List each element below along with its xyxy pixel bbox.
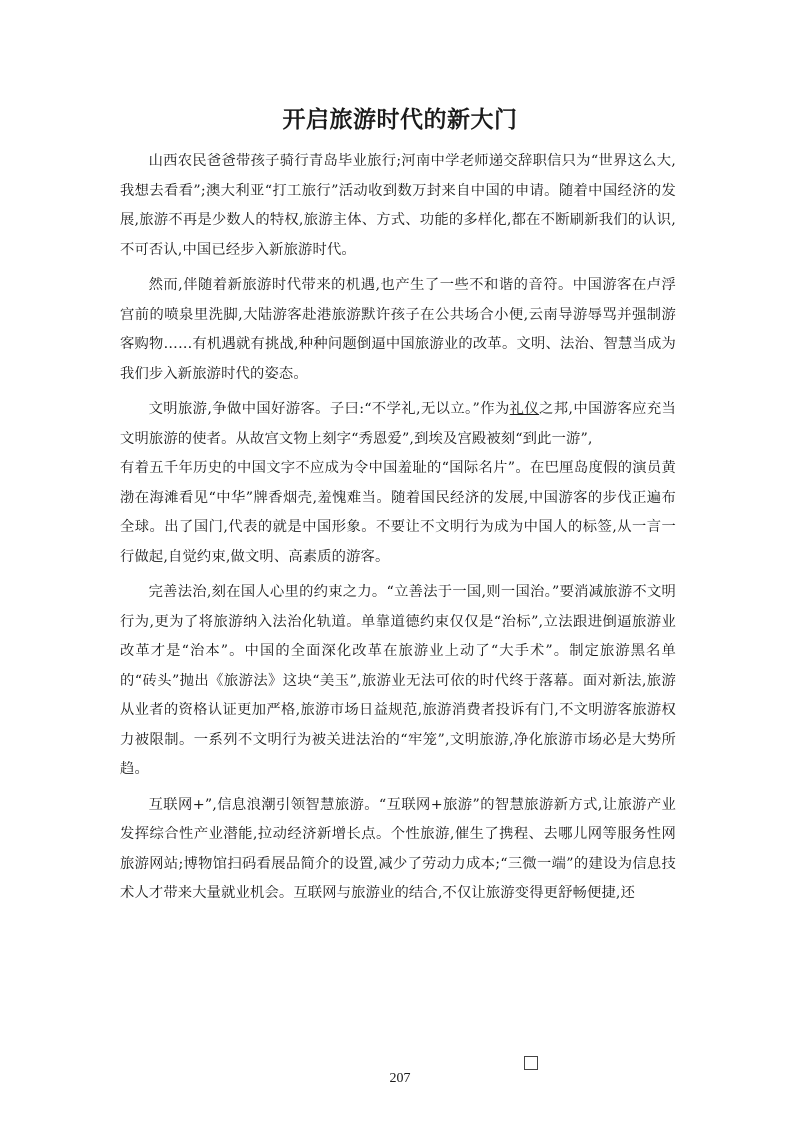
paragraph-rule-of-law: 完善法治,刻在国人心里的约束之力。“立善法于一国,则一国治。”要消减旅游不文明行为,更为了将旅游纳入法治化轨道。单靠道德约束仅仅是“治标”,立法跟进倒逼旅游业改革才是“治本”。中国的全面深化改革在旅游业上动了“大手术”。制定旅游黑名单的“砖头”抛出《旅游法》这块“美玉”,旅游业无法可依的时代终于落幕。面对新法,旅游从业者的资格认证更加严格,旅游市场日益规范,旅游消费者投诉有门,不文明游客旅游权力被限制。一系列不文明行为被关进法治的“牢笼”,文明旅游,净化旅游市场必是大势所趋。 [120,584,676,777]
paragraph-intro: 山西农民爸爸带孩子骑行青岛毕业旅行;河南中学老师递交辞职信只为“世界这么大,我想去看看”;澳大利亚“打工旅行”活动收到数万封来自中国的申请。随着中国经济的发展,旅游不再是少数人的特权,旅游主体、方式、功能的多样化,都在不断刷新我们的认识,不可否认,中国已经步入新旅游时代。 [120,153,676,258]
page-title: 开启旅游时代的新大门 [282,107,518,133]
civility-text-start: 文明旅游,争做中国好游客。子曰:“不学礼,无以立。”作为 [148,401,510,417]
page-number: 207 [389,1071,411,1086]
paragraph-civility [120,395,676,454]
article-body [120,147,676,915]
paragraph-civility-continued: 有着五千年历史的中国文字不应成为令中国羞耻的“国际名片”。在巴厘岛度假的演员黄渤在海滩看见“中华”牌香烟壳,羞愧难当。随着国民经济的发展,中国游客的步伐正遍布全球。出了国门,代表的就是中国形象。不要让不文明行为成为中国人的标签,从一言一行做起,自觉约束,做文明、高素质的游客。 [120,460,676,565]
civility-text-end: 之邦,中国游客应充当文明旅游的使者。从故宫文物上刻字“秀恩爱”,到埃及宫殿被刻“到此一游”, [120,401,676,447]
underlined-term: 礼仪 [509,401,540,417]
paragraph-smart-tourism: 互联网+”,信息浪潮引领智慧旅游。“互联网+旅游”的智慧旅游新方式,让旅游产业发挥综合性产业潜能,拉动经济新增长点。个性旅游,催生了携程、去哪儿网等服务性网旅游网站;博物馆扫码看展品简介的设置,减少了劳动力成本;“三微一端”的建设为信息技术人才带来大量就业机会。互联网与旅游业的结合,不仅让旅游变得更舒畅便捷,还 [120,796,676,901]
paragraph-challenges: 然而,伴随着新旅游时代带来的机遇,也产生了一些不和谐的音符。中国游客在卢浮宫前的喷泉里洗脚,大陆游客赴港旅游默许孩子在公共场合小便,云南导游辱骂并强制游客购物……有机遇就有挑战,种种问题倒逼中国旅游业的改革。文明、法治、智慧当成为我们步入新旅游时代的姿态。 [120,277,676,382]
checkbox-icon [524,1056,538,1070]
